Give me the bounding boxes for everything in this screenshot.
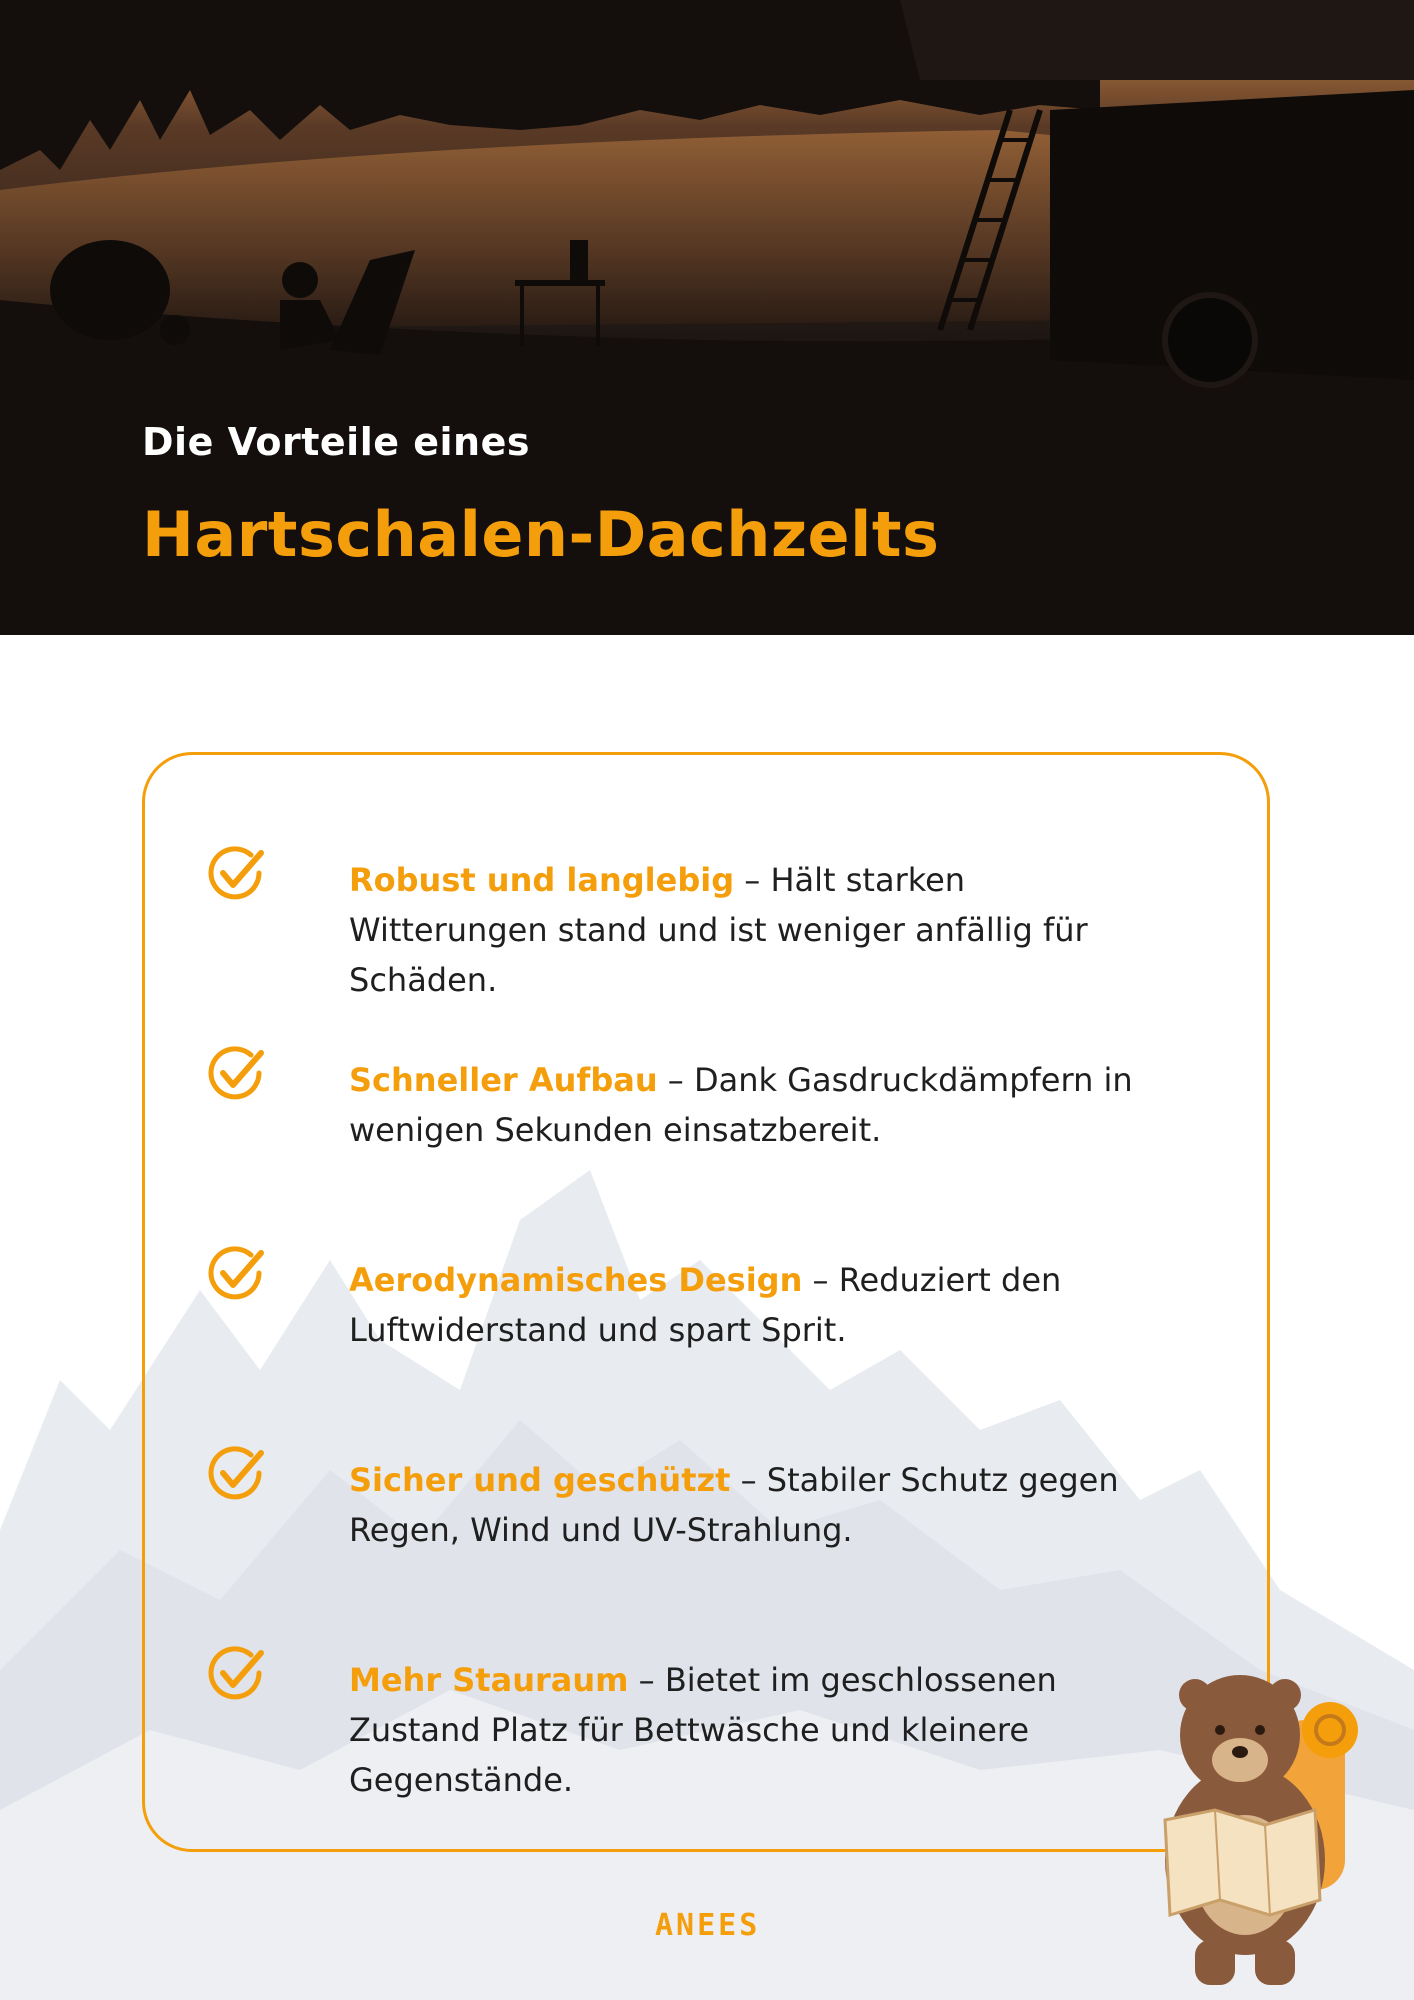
benefit-item-design — [205, 1255, 1165, 1375]
benefit-title: Aerodynamisches Design — [349, 1261, 803, 1299]
benefit-description: – Stabiler Schutz gegen Regen, Wind und UV-Strahlung. — [349, 1461, 1119, 1549]
check-circle-icon — [205, 843, 265, 903]
benefit-item-robust — [205, 855, 1165, 999]
hero-banner — [0, 0, 1414, 635]
benefit-description: – Bietet im geschlossenen Zustand Platz für Bettwäsche und kleinere Gegenstände. — [349, 1661, 1057, 1799]
benefit-title: Mehr Stauraum — [349, 1661, 629, 1699]
benefit-title: Robust und langlebig — [349, 861, 735, 899]
benefit-title: Schneller Aufbau — [349, 1061, 658, 1099]
check-circle-icon — [205, 1443, 265, 1503]
page-subtitle: Die Vorteile eines — [142, 420, 530, 464]
brand-logo: ANEES — [655, 1908, 761, 1943]
benefit-item-setup — [205, 1055, 1165, 1175]
page-title: Hartschalen-Dachzelts — [142, 498, 940, 571]
benefit-description: – Dank Gasdruckdämpfern in wenigen Sekunden einsatzbereit. — [349, 1061, 1133, 1149]
bear-mascot-illustration — [1135, 1660, 1365, 1990]
check-circle-icon — [205, 1243, 265, 1303]
check-circle-icon — [205, 1643, 265, 1703]
benefit-item-safety — [205, 1455, 1165, 1575]
check-circle-icon — [205, 1043, 265, 1103]
benefit-item-storage — [205, 1655, 1165, 1799]
benefit-description: – Hält starken Witterungen stand und ist weniger anfällig für Schäden. — [349, 861, 1088, 999]
benefit-title: Sicher und geschützt — [349, 1461, 731, 1499]
benefit-description: – Reduziert den Luftwiderstand und spart Sprit. — [349, 1261, 1062, 1349]
